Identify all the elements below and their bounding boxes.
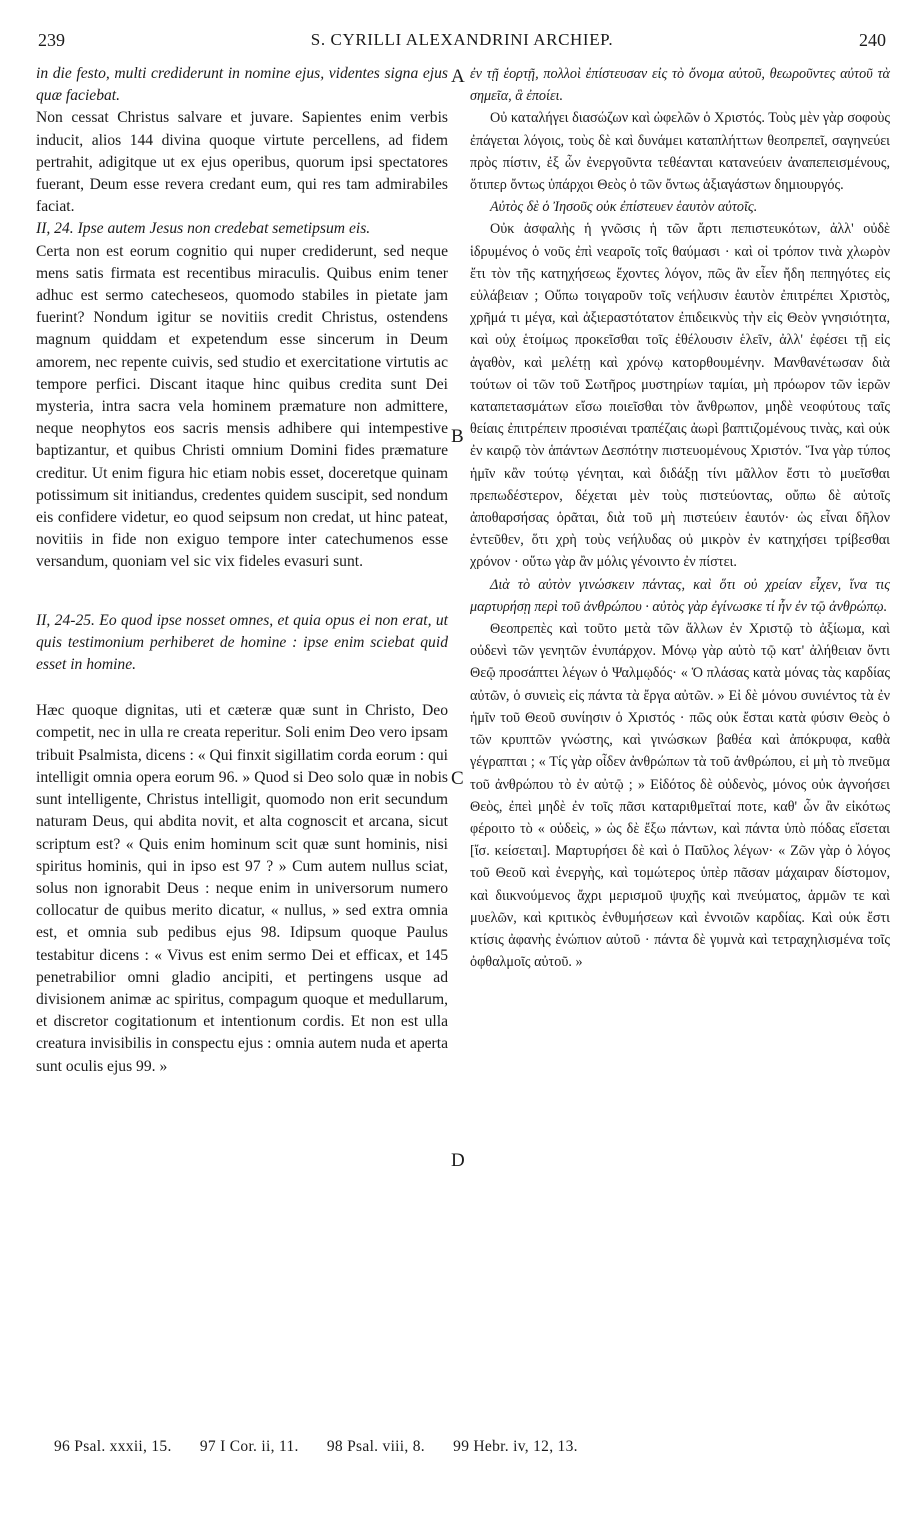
latin-commentary-3: Hæc quoque dignitas, uti et cæteræ quæ sunt in Christo, Deo competit, nec in ulla re creata reperitur. Soli enim Deo vero ipsam tribuit Psalmista, dicens : « Qui finxit sigillatim corda eorum : qui intelligit omnia opera eorum 96. » Quod si Deo solo quæ in nobis sunt intelligente, Christus intelligit, quomodo non erit secundum naturam Deus, qui abdita novit, et alta cognoscit et arcana, sicut scriptum est? « Quis enim hominum scit quæ sunt hominis, nisi spiritus hominis, qui in ipso est 97 ? » Cum autem nullus sciat, solus non ignorabit Deus : neque enim in universorum numero collocatur de quibus merito dicatur, « nullus, » sed extra omnia est, et omnia sub pedibus ejus 98. Idipsum quoque Paulus testabitur dicens : « Vivus est enim sermo Dei et efficax, et 145 penetrabilior omni gladio ancipiti, et pertingens usque ad divisionem animæ ac spiritus, compagum quoque et medullarum, et discretor cogitationum et intentionum cordis. Et non est ulla creatura invisibilis in conspectu ejus : omnia autem nuda et aperta sunt oculis ejus 99. » (36, 702, 448, 1075)
greek-commentary-1: Οὐ καταλήγει διασώζων καὶ ὠφελῶν ὁ Χριστός. Τοὺς μὲν γὰρ σοφοὺς ἐπάγεται λόγοις, τοὺς δὲ καὶ δυνάμει καταπλήττων θεοπρεπεῖ, σαγηνεύει πρὸς πίστιν, ἐξ ὧν ἐνεργοῦντα τεθέανται κατανεύειν ἀναπεπεισμένους, ὅτιπερ ὄντως ὑπάρχοι Θεὸς ὁ τῶν ὄντως ἀξιαγάστων δημιουργός. (470, 110, 890, 194)
running-title: S. CYRILLI ALEXANDRINI ARCHIEP. (310, 30, 614, 49)
footnote-99: 99 Hebr. iv, 12, 13. (453, 1438, 578, 1455)
greek-column (470, 63, 890, 973)
margin-letter-a: A (451, 66, 465, 87)
latin-commentary-1: Non cessat Christus salvare et juvare. Sapientes enim verbis inducit, alios 144 divina quoque virtute percellens, ad fidem pertrahit, adigitque ut ex ejus operibus, quorum ipsi spectatores fuerant, Deum esse revera credant eum, qui res tam admirabiles faciat. (36, 109, 448, 216)
greek-verse-2: Αὐτὸς δὲ ὁ Ἰησοῦς οὐκ ἐπίστευεν ἑαυτὸν αὐτοῖς. (490, 199, 758, 216)
margin-letter-b: B (451, 426, 464, 447)
footnote-96: 96 Psal. xxxii, 15. (54, 1438, 172, 1455)
greek-commentary-3: Θεοπρεπὲς καὶ τοῦτο μετὰ τῶν ἄλλων ἐν Χριστῷ τὸ ἀξίωμα, καὶ οὐδενὶ τῶν γενητῶν ἐνυπάρχον. Μόνῳ γὰρ αὐτὸ τῷ κατ' ἀλήθειαν ὄντι Θεῷ προσάπτει λέγων ὁ Ψαλμῳδός· « Ὁ πλάσας κατὰ μόνας τὰς καρδίας αὐτῶν, ὁ συνιεὶς εἰς πάντα τὰ ἔργα αὐτῶν. » Εἰ δὲ μόνου συνιέντος τὰ ἐν ἡμῖν τοῦ Θεοῦ συνίησιν ὁ Χριστός · πῶς οὐκ ἔσται κατὰ φύσιν Θεὸς ὁ τῶν κρυπτῶν γνώστης, καὶ γινώσκων βαθέα καὶ ἀπόκρυφα, καθὰ γέγραπται ; « Τίς γὰρ οἶδεν ἀνθρώπων τὰ τοῦ ἀνθρώπου, εἰ μὴ τὸ πνεῦμα τοῦ ἀνθρώπου τὸ ἐν αὐτῷ ; » Εἰδότος δὲ οὐδενὸς, μόνος οὐκ ἀγνοήσει Θεὸς, ἐπεὶ μηδὲ ἐν τοῖς πᾶσι καταριθμεῖταί ποτε, καθ' ὧν ἂν εἰκότως φέροιτο τὸ « οὐδεὶς, » ὡς δὲ ἔξω πάντων, καὶ πάντα ὑπὸ πόδας εἴσεται [ἴσ. κείσεται]. Μαρτυρήσει δὲ καὶ ὁ Παῦλος λέγων· « Ζῶν γὰρ ὁ λόγος τοῦ Θεοῦ καὶ ἐνεργὴς, καὶ τομώτερος ὑπὲρ πᾶσαν μάχαιραν δίστομον, καὶ διικνούμενος ἄχρι μερισμοῦ ψυχῆς καὶ πνεύματος, ἁρμῶν τε καὶ μυελῶν, καὶ κριτικὸς ἐνθυμήσεων καὶ ἐννοιῶν καρδίας. Καὶ οὐκ ἔστι κτίσις ἀφανὴς ἐνώπιον αὐτοῦ · πάντα δὲ γυμνὰ καὶ τετραχηλισμένα τοῖς ὀφθαλμοῖς αὐτοῦ. » (470, 621, 890, 971)
latin-verse-2: II, 24. Ipse autem Jesus non credebat semetipsum eis. (36, 220, 371, 238)
footnotes (54, 1438, 874, 1456)
greek-verse-3: Διὰ τὸ αὐτὸν γινώσκειν πάντας, καὶ ὅτι οὐ χρείαν εἶχεν, ἵνα τις μαρτυρήσῃ περὶ τοῦ ἀνθρώπου · αὐτὸς γὰρ ἐγίνωσκε τί ἦν ἐν τῷ ἀνθρώπῳ. (470, 576, 890, 615)
footnote-97: 97 I Cor. ii, 11. (199, 1438, 299, 1455)
footnote-98: 98 Psal. viii, 8. (326, 1438, 425, 1455)
margin-letter-d: D (451, 1150, 465, 1171)
greek-commentary-2: Οὐκ ἀσφαλὴς ἡ γνῶσις ἡ τῶν ἄρτι πεπιστευκότων, ἀλλ' οὐδὲ ἱδρυμένος ὁ νοῦς ἐπὶ νεαροῖς τοῖς θαύμασι · καὶ οἱ τρόπον τινὰ χλωρὸν ἔτι τὸν τῆς κατηχήσεως ἔχοντες λόγον, πῶς ἂν εἶεν ἤδη πεπηγότες εἰς εὐλάβειαν ; Οὔπω τοιγαροῦν τοῖς νεήλυσιν ἑαυτὸν ἐπιτρέπει Χριστὸς, χρῆμά τι μέγα, καὶ ἀξιεραστότατον ἐπιδεικνὺς τὴν εἰς Θεὸν γνησιότητα, καὶ οὐχ ἑτοίμως προκεῖσθαι τοῖς ἐθέλουσιν ἑλεῖν, ἀλλ' ἐφέσει τῇ εἰς ἀγαθὸν, καὶ μελέτῃ καὶ χρόνῳ κατορθουμένην. Μανθανέτωσαν διὰ τούτων οἱ τῶν τοῦ Σωτῆρος μυστηρίων ταμίαι, μὴ πρόωρον τῶν ἱερῶν καταπετασμάτων εἴσω ποιεῖσθαι τὸν ἄνθρωπον, μηδὲ νεοφύτους ταῖς θείαις ἐπιτρέπειν προσιέναι τραπέζαις ἀωρὶ βαπτιζομένους τινὰς, καὶ οὐκ ἐν καιρῷ τὸν ἁπάντων Δεσπότην πιστευομένους Χριστόν. Ἵνα γὰρ τύπος ἡμῖν κἂν τούτῳ γένηται, καὶ διδάξῃ τίνι μᾶλλον ἔστι τὸ μυεῖσθαι πρεπωδέστερον, δέχεται μὲν τοὺς πιστεύοντας, οὔπω δὲ αὐτοῖς ἀποθαρσήσας ὁρᾶται, διὰ τοῦ μὴ πιστεύειν ἑαυτόν· ὡς εἶναι δῆλον ἐντεῦθεν, ὅτι χρὴ τοὺς νεήλυδας οὐ μικρὸν ἐν κατηχήσει τρίβεσθαι χρόνον · οὕτω γὰρ ἂν μόλις γένοιντο ἐν πίστει. (470, 221, 890, 571)
latin-verse-1: in die festo, multi crediderunt in nomine ejus, videntes signa ejus quæ faciebat. (36, 65, 448, 105)
greek-verse-1: ἐν τῇ ἑορτῇ, πολλοὶ ἐπίστευσαν εἰς τὸ ὄνομα αὐτοῦ, θεωροῦντες αὐτοῦ τὰ σημεῖα, ἃ ἐποίει. (470, 66, 890, 105)
latin-verse-3: II, 24-25. Eo quod ipse nosset omnes, et quia opus ei non erat, ut quis testimonium perhiberet de homine : ipse enim sciebat quid esset in homine. (36, 611, 448, 674)
latin-commentary-2: Certa non est eorum cognitio qui nuper crediderunt, sed neque mens satis firmata est recentibus miraculis. Quibus enim tener adhuc est sermo catecheseos, quomodo stabiles in pietate jam fuerint? Nondum igitur se novitiis credit Christus, ostendens magnum quiddam et expetendum esse sincerum in Deum amorem, nec repente cuivis, sed studio et exercitatione virtutis ac tempore perfici. Discant itaque hinc quibus credita sunt Dei mysteria, intra sacra vela hominem præmature non admittere, neque neophytos eos sacris mensis adhibere qui intempestive baptizantur, et quibus Christi omnium Domini fides præmature creditur. Ut enim figura hic etiam nobis esset, doceretque quinam potissimum sit initiandus, credentes quidem suscipit, sed nondum eis confidere videtur, eo quod seipsum non credat, ut hinc pateat, novitiis in fide non exiguo tempore inter catechumenos esse versandum, quoniam vel sic vix fideles evasuri sunt. (36, 242, 448, 571)
latin-column (36, 63, 448, 1078)
page-number-right: 240 (859, 30, 886, 50)
margin-letter-c: C (451, 768, 464, 789)
page-number-left: 239 (38, 30, 65, 50)
running-header (38, 30, 886, 54)
